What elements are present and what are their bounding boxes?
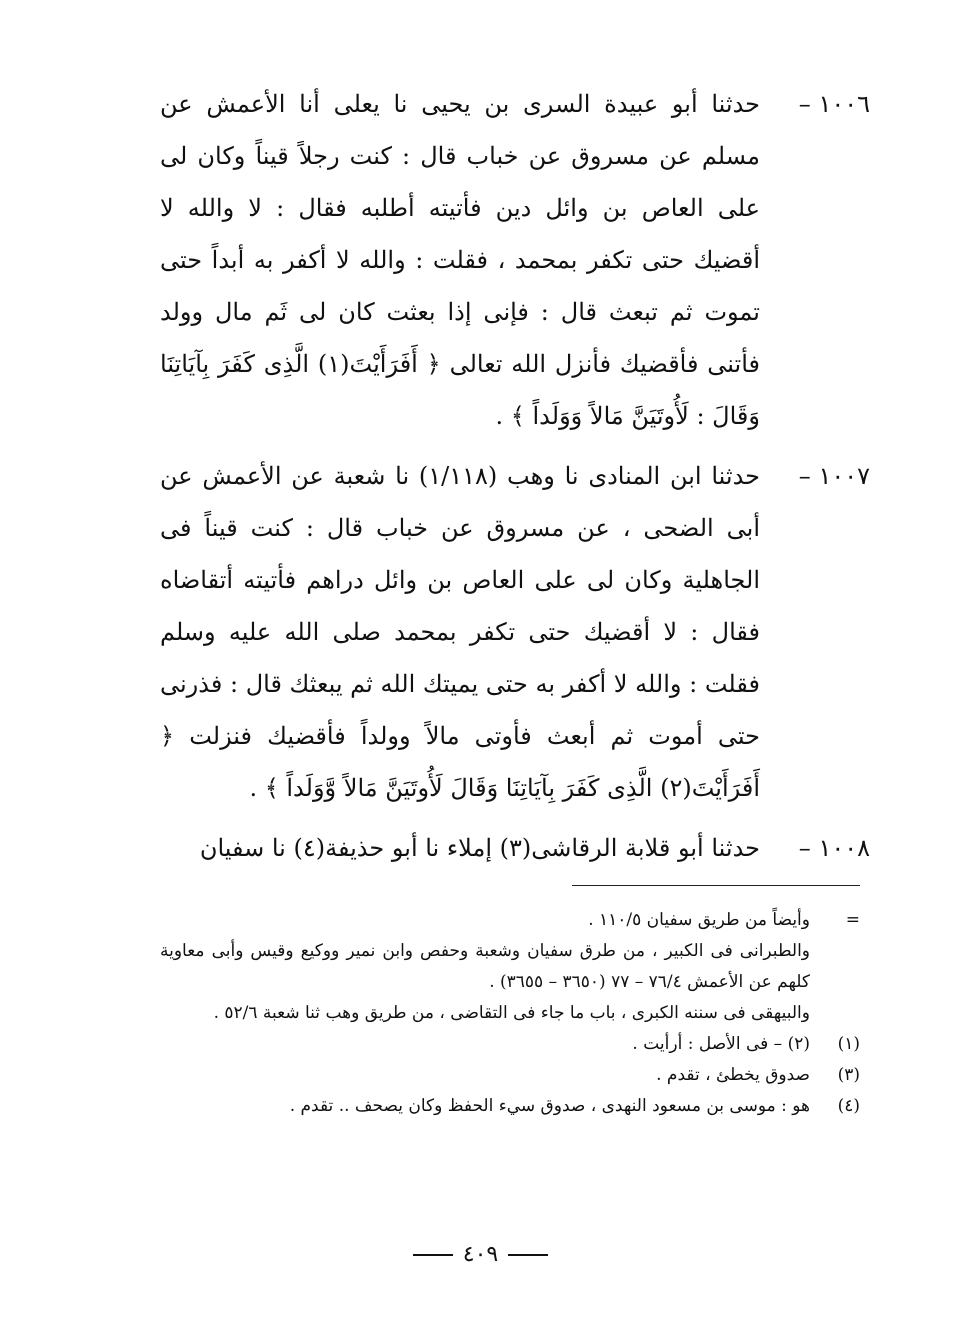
- footnote: [160, 1060, 860, 1091]
- hadith-entry-1008: [160, 822, 870, 874]
- footnote-marker: (١): [837, 1034, 860, 1054]
- page-number-dash: [413, 1254, 453, 1256]
- entry-number: ١٠٠٧ –: [798, 462, 870, 490]
- footnote-text: وأيضاً من طريق سفيان ١١٠/٥ .: [588, 910, 810, 930]
- footnote-marker: (٤): [837, 1096, 860, 1116]
- entry-number: ١٠٠٦ –: [798, 90, 870, 118]
- footnote-marker: =: [845, 910, 860, 930]
- footnote-text: (٢) – فى الأصل : أرأيت .: [632, 1034, 810, 1054]
- footnote-separator: [572, 885, 860, 886]
- footnote-text: هو : موسى بن مسعود النهدى ، صدوق سيء الحفظ وكان يصحف .. تقدم .: [289, 1096, 810, 1116]
- main-text: [160, 78, 870, 882]
- footnote-text: والبيهقى فى سننه الكبرى ، باب ما جاء فى التقاضى ، من طريق وهب ثنا شعبة ٥٢/٦ .: [213, 1003, 810, 1023]
- page-number-value: ٤٠٩: [462, 1242, 499, 1267]
- footnote: [160, 1029, 860, 1060]
- hadith-entry-1007: [160, 450, 870, 814]
- entry-text: حدثنا أبو عبيدة السرى بن يحيى نا يعلى أنا الأعمش عن مسلم عن مسروق عن خباب قال : كنت رجلاً قيناً وكان لى على العاص بن وائل دين فأتيته أطلبه فقال : لا والله لا أقضيك حتى تكفر بمحمد ، فقلت : والله لا أكفر به أبداً حتى تموت ثم تبعث قال : فإنى إذا بعثت كان لى ثَم مال وولد فأتنى فأقضيك فأنزل الله تعالى ﴿ أَفَرَأَيْتَ(١) الَّذِى كَفَرَ بِآيَاتِنَا وَقَالَ : لَأُوتَيَنَّ مَالاً وَوَلَداً ﴾ .: [160, 90, 761, 430]
- page-number: [0, 1242, 961, 1267]
- entry-number: ١٠٠٨ –: [798, 834, 870, 862]
- footnote-text: والطبرانى فى الكبير ، من طرق سفيان وشعبة وحفص وابن نمير ووكيع وقيس وأبى معاوية كلهم عن الأعمش ٧٦/٤ – ٧٧ (٣٦٥٠ – ٣٦٥٥) .: [160, 941, 810, 992]
- footnote-marker: (٣): [837, 1065, 860, 1085]
- page-number-dash: [508, 1254, 548, 1256]
- hadith-entry-1006: [160, 78, 870, 442]
- footnote: [160, 936, 860, 998]
- footnote: [160, 905, 860, 936]
- footnotes: [160, 905, 860, 1122]
- footnote-text: صدوق يخطئ ، تقدم .: [656, 1065, 810, 1085]
- footnote: [160, 1091, 860, 1122]
- entry-text: حدثنا ابن المنادى نا وهب (١/١١٨) نا شعبة عن الأعمش عن أبى الضحى ، عن مسروق عن خباب قال : كنت قيناً فى الجاهلية وكان لى على العاص بن وائل دراهم فأتيته أتقاضاه فقال : لا أقضيك حتى تكفر بمحمد صلى الله عليه وسلم فقلت : والله لا أكفر به حتى يميتك الله ثم يبعثك قال : فذرنى حتى أموت ثم أبعث فأوتى مالاً وولداً فأقضيك فنزلت ﴿ أَفَرَأَيْتَ(٢) الَّذِى كَفَرَ بِآيَاتِنَا وَقَالَ لَأُوتَيَنَّ مَالاً وَّوَلَداً ﴾ .: [160, 462, 761, 802]
- footnote: [160, 998, 860, 1029]
- entry-text: حدثنا أبو قلابة الرقاشى(٣) إملاء نا أبو حذيفة(٤) نا سفيان: [199, 834, 760, 862]
